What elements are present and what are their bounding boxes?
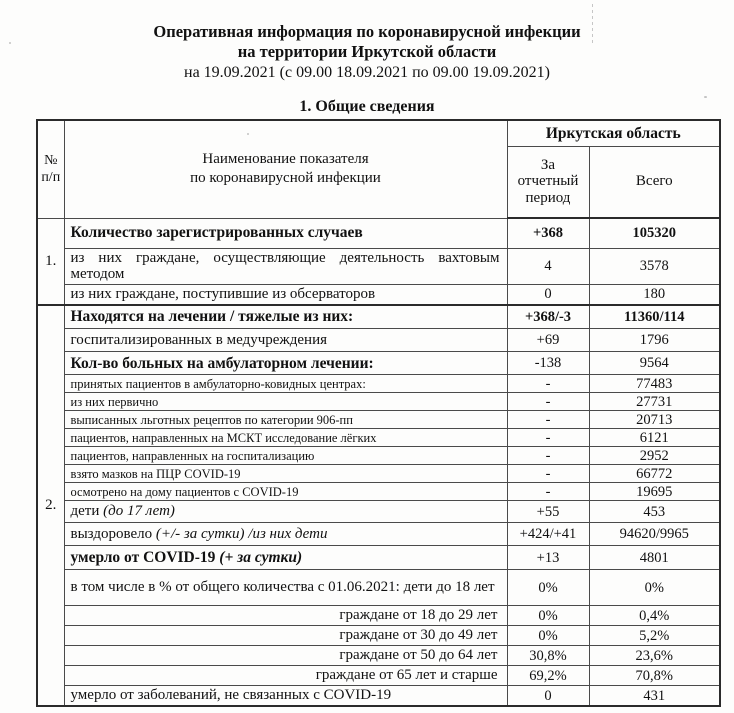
indicator-label-note: (+ за сутки) [219,549,303,567]
table-row [37,626,720,646]
table-row [37,329,720,352]
indicator-label-text: принятых пациентов в амбулаторно-ковидных центрах: [70,376,366,391]
indicator-label [64,248,507,285]
value-total: 23,6% [589,646,720,666]
value-period: 0% [507,606,589,626]
table-row [37,248,720,285]
value-total: 20713 [589,411,720,429]
indicator-label [64,375,507,393]
indicator-label [64,305,507,329]
value-period: - [507,483,589,501]
indicator-label [64,447,507,465]
value-period: 4 [507,248,589,285]
table-row [37,375,720,393]
indicator-label-text: выписанных льготных рецептов по категории 906-пп [70,412,353,427]
scan-speck [704,96,707,98]
value-total: 5,2% [589,626,720,646]
indicator-label-text: госпитализированных в медучреждения [70,331,328,348]
indicator-label [64,523,507,546]
table-row [37,285,720,305]
value-period: +368/-3 [507,305,589,329]
value-total: 19695 [589,483,720,501]
indicator-label [64,626,507,646]
col-header-name-line1: Наименование показателя [202,150,369,167]
value-period: +13 [507,546,589,570]
indicator-label-note: (до 17 лет) [103,503,175,520]
report-date-line: на 19.09.2021 (с 09.00 18.09.2021 по 09.00 19.09.2021) [184,64,550,81]
indicator-label-text: выздоровело [70,525,153,542]
table-row [37,447,720,465]
value-period: - [507,429,589,447]
scan-speck [247,133,249,135]
indicator-label [64,465,507,483]
col-header-num: № п/п [37,120,64,218]
covid-report-table [36,119,721,707]
indicator-label [64,411,507,429]
page-title-line1: Оперативная информация по коронавирусной инфекции [153,22,581,41]
indicator-label-text: умерло от заболеваний, не связанных с COVID-19 [70,687,392,704]
col-header-period: За отчетный период [507,146,589,218]
indicator-label-text: из них граждане, поступившие из обсерваторов [70,286,376,303]
value-total: 2952 [589,447,720,465]
col-header-total: Всего [589,146,720,218]
value-period: +424/+41 [507,523,589,546]
value-total: 6121 [589,429,720,447]
indicator-label [64,686,507,706]
value-total: 1796 [589,329,720,352]
table-row [37,411,720,429]
indicator-label [64,570,507,606]
value-total: 70,8% [589,666,720,686]
col-header-name-line2: по коронавирусной инфекции [190,170,381,187]
table-row [37,429,720,447]
table-row [37,646,720,666]
value-period: - [507,375,589,393]
value-total: 105320 [589,218,720,248]
table-row [37,352,720,375]
value-total: 27731 [589,393,720,411]
value-total: 3578 [589,248,720,285]
section-heading: 1. Общие сведения [299,98,435,115]
table-row [37,606,720,626]
table-row [37,546,720,570]
indicator-label-text: Кол-во больных на амбулаторном лечении: [70,354,374,372]
indicator-label-text: дети [70,503,100,520]
indicator-label [64,352,507,375]
table-body [37,218,720,706]
value-total: 453 [589,501,720,523]
value-period: -138 [507,352,589,375]
table-row [37,393,720,411]
value-total: 4801 [589,546,720,570]
table-header-row-top [37,120,720,146]
value-total: 9564 [589,352,720,375]
indicator-label [64,501,507,523]
section-number: 2. [37,305,64,706]
indicator-label-text: осмотрено на дому пациентов с COVID-19 [70,484,299,499]
value-period: 0% [507,570,589,606]
value-total: 66772 [589,465,720,483]
indicator-label [64,646,507,666]
value-period: +69 [507,329,589,352]
indicator-label-text: умерло от COVID-19 [70,549,216,567]
indicator-label-text: Количество зарегистрированных случаев [70,224,363,242]
value-period: 0 [507,285,589,305]
value-total: 431 [589,686,720,706]
value-period: +368 [507,218,589,248]
value-total: 180 [589,285,720,305]
value-period: 69,2% [507,666,589,686]
value-period: - [507,393,589,411]
indicator-label-text: в том числе в % от общего количества с 01.06.2021: дети до 18 лет [70,579,495,596]
indicator-label [64,393,507,411]
section-number: 1. [37,218,64,305]
indicator-label-text: взято мазков на ПЦР COVID-19 [70,466,241,481]
indicator-label-text: из них граждане, осуществляющие деятельность вахтовым методом [70,249,500,283]
value-period: - [507,465,589,483]
page-title-line2: на территории Иркутской области [237,42,497,61]
value-period: - [507,447,589,465]
table-row [37,666,720,686]
indicator-label-text: граждане от 65 лет и старше [315,667,498,684]
indicator-label [64,483,507,501]
document-header [0,0,734,83]
table-row [37,218,720,248]
table-row [37,483,720,501]
indicator-label [64,429,507,447]
indicator-label-text: пациентов, направленных на госпитализацию [70,448,315,463]
value-total: 0% [589,570,720,606]
indicator-label [64,329,507,352]
table-row [37,305,720,329]
indicator-label-text: Находятся на лечении / тяжелые из них: [70,308,354,326]
value-total: 94620/9965 [589,523,720,546]
value-period: - [507,411,589,429]
scan-artifact [592,4,593,46]
indicator-label [64,546,507,570]
value-period: 30,8% [507,646,589,666]
indicator-label-text: пациентов, направленных на МСКТ исследование лёгких [70,430,377,445]
col-header-region: Иркутская область [507,120,720,146]
table-row [37,523,720,546]
table-row [37,501,720,523]
indicator-label [64,606,507,626]
indicator-label-text: граждане от 30 до 49 лет [339,627,498,644]
value-total: 0,4% [589,606,720,626]
table-row [37,465,720,483]
value-total: 11360/114 [589,305,720,329]
indicator-label-text: из них первично [70,394,159,409]
indicator-label [64,666,507,686]
col-header-name [64,120,507,218]
indicator-label-text: граждане от 50 до 64 лет [339,647,498,664]
value-period: 0 [507,686,589,706]
table-row [37,570,720,606]
scan-speck [9,42,11,44]
indicator-label-text: граждане от 18 до 29 лет [339,607,498,624]
value-period: +55 [507,501,589,523]
table-row [37,686,720,706]
indicator-label-note: (+/- за сутки) /из них дети [155,525,328,542]
indicator-label [64,218,507,248]
indicator-label [64,285,507,305]
value-total: 77483 [589,375,720,393]
value-period: 0% [507,626,589,646]
